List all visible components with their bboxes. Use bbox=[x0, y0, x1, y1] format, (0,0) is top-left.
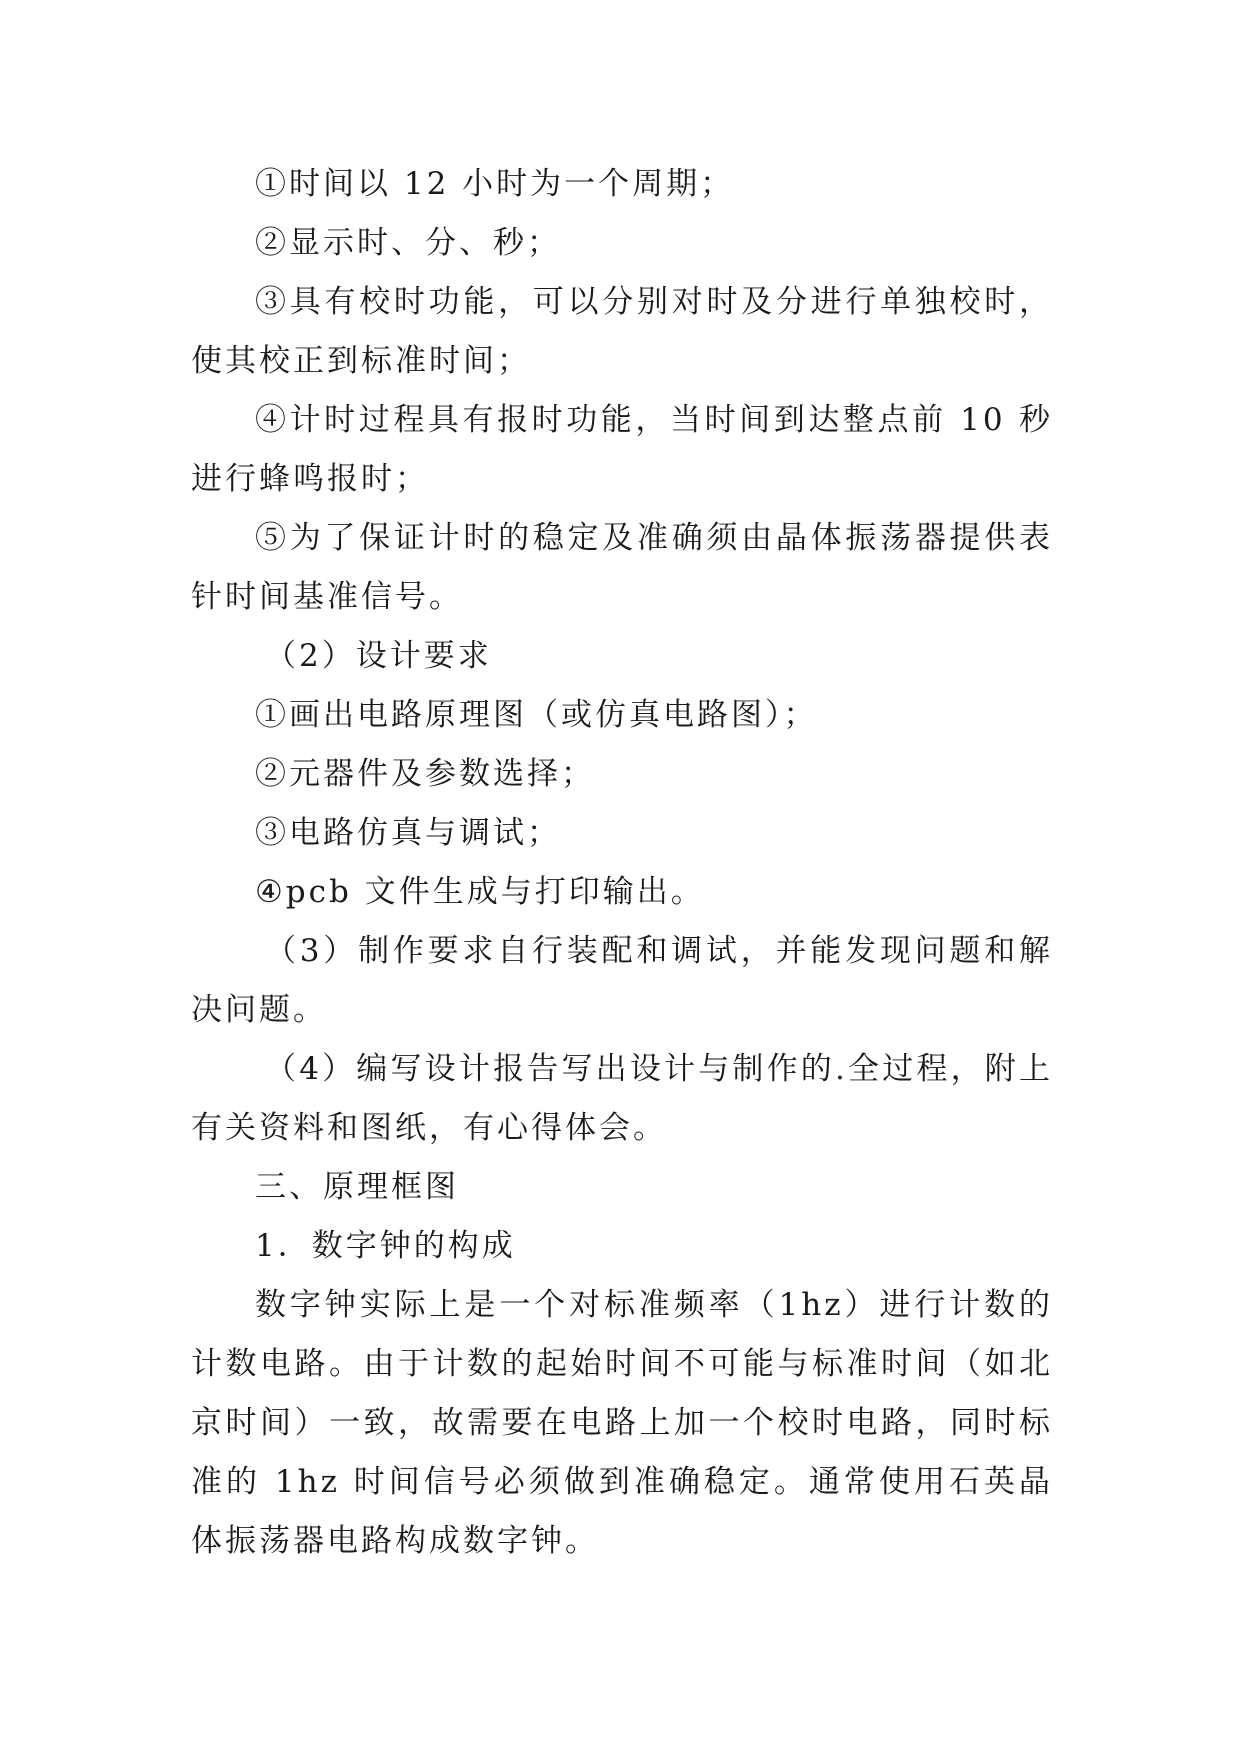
design-item-2: ②元器件及参数选择； bbox=[255, 756, 595, 792]
section-heading-block-diagram: 三、原理框图 bbox=[255, 1169, 459, 1205]
report-requirements-paragraph: （4）编写设计报告写出设计与制作的.全过程，附上有关资料和图纸，有心得体会。 bbox=[191, 1051, 1053, 1146]
requirement-item-3: ③具有校时功能，可以分别对时及分进行单独校时，使其校正到标准时间； bbox=[191, 284, 1053, 379]
subsection-heading-clock-composition: 1．数字钟的构成 bbox=[255, 1228, 516, 1264]
design-item-1: ①画出电路原理图（或仿真电路图）； bbox=[255, 697, 818, 733]
requirement-item-1: ①时间以 12 小时为一个周期； bbox=[255, 166, 735, 202]
requirement-item-2: ②显示时、分、秒； bbox=[255, 225, 561, 261]
production-requirements-paragraph: （3）制作要求自行装配和调试，并能发现问题和解决问题。 bbox=[191, 933, 1053, 1028]
document-body bbox=[191, 155, 1053, 1571]
requirement-item-5: ⑤为了保证计时的稳定及准确须由晶体振荡器提供表针时间基准信号。 bbox=[191, 520, 1053, 615]
body-paragraph-clock-description: 数字钟实际上是一个对标准频率（1hz）进行计数的计数电路。由于计数的起始时间不可能与标准时间（如北京时间）一致，故需要在电路上加一个校时电路，同时标准的 1hz 时间信号必须做到准确稳定。通常使用石英晶体振荡器电路构成数字钟。 bbox=[191, 1287, 1053, 1559]
design-item-4: ④pcb 文件生成与打印输出。 bbox=[255, 874, 705, 910]
design-item-3: ③电路仿真与调试； bbox=[255, 815, 561, 851]
requirement-item-4: ④计时过程具有报时功能，当时间到达整点前 10 秒进行蜂鸣报时； bbox=[191, 402, 1053, 497]
section-heading-design-requirements: （2）设计要求 bbox=[265, 638, 492, 674]
